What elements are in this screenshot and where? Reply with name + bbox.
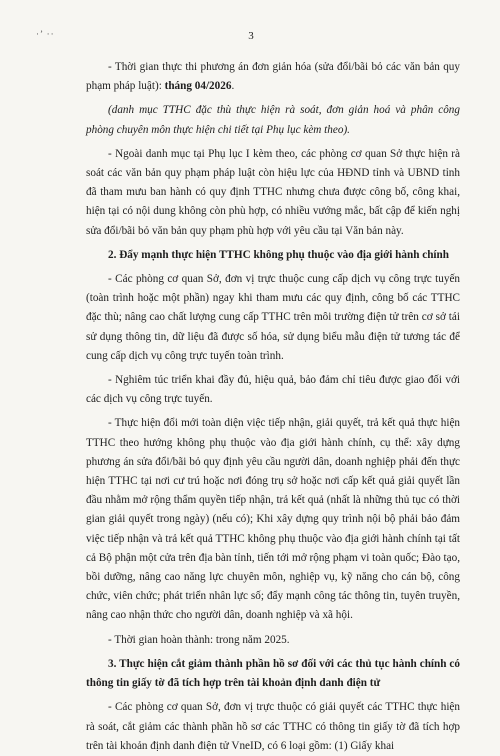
page-number: 3 <box>248 30 254 42</box>
corner-scan-marks: ·’ ·· <box>36 29 55 39</box>
paragraph-suffix: . <box>231 80 235 93</box>
paragraph-online-services: - Các phòng cơ quan Sở, đơn vị trực thuộc cung cấp dịch vụ công trực tuyến (toàn trình hoặc một phần) ngay khi tham mưu các quy định, công bố các TTHC đặc thù; nâng cao chất lượng cung cấp TTHC trên môi trường điện tử trên cơ sở tái sử dụng thông tin, dữ liệu đã được số hóa, sử dụng biểu mẫu điện tử tương tác để cung cấp dịch vụ công trực tuyến toàn trình. <box>86 273 460 362</box>
section-heading-2: 2. Đẩy mạnh thực hiện TTHC không phụ thuộc vào địa giới hành chính <box>108 248 449 261</box>
paragraph-review-documents: - Ngoài danh mục tại Phụ lục I kèm theo, các phòng cơ quan Sở thực hiện rà soát các văn bản quy phạm pháp luật còn hiệu lực của HĐND tỉnh và UBND tỉnh đã tham mưu ban hành có quy định TTHC nhưng chưa được công bố, công khai, hiện tại có nội dung không còn phù hợp, có nhiều vướng mắc, bất cập để kiến nghị sửa đổi/bãi bỏ văn bản quy phạm phù hợp với yêu cầu tại Văn bản này. <box>86 147 460 237</box>
paragraph-cut-documents: - Các phòng cơ quan Sở, đơn vị trực thuộc có giải quyết các TTHC thực hiện rà soát, cắt giảm các thành phần hồ sơ các TTHC có thông tin giấy tờ đã tích hợp trên tài khoản định danh điện tử VneID, có 6 loại gồm: (1) Giấy khai <box>86 701 460 752</box>
paragraph-implementation-time <box>86 58 460 96</box>
paragraph-targets: - Nghiêm túc triển khai đầy đủ, hiệu quả, bảo đảm chỉ tiêu được giao đối với các dịch vụ công trực tuyến. <box>86 374 460 406</box>
paragraph-completion-time: - Thời gian hoàn thành: trong năm 2025. <box>108 633 290 646</box>
paragraph-text: - Thời gian thực thi phương án đơn giản hóa (sửa đổi/bãi bỏ các văn bản quy phạm pháp luật): <box>86 61 460 93</box>
paragraph-reform: - Thực hiện đổi mới toàn diện việc tiếp nhận, giải quyết, trả kết quả thực hiện TTHC theo hướng không phụ thuộc vào địa giới hành chính, cụ thể: xây dựng phương án sửa đổi/bãi bỏ quy định yêu cầu người dân, doanh nghiệp phải đến thực hiện TTHC tại nơi cư trú hoặc nơi đóng trụ sở hoặc nơi cấp kết quả giải quyết lần đầu nhằm mở rộng thẩm quyền tiếp nhận, trả kết quả (nhất là những thủ tục có thời gian giải quyết trong ngày) (nếu có); Khi xây dựng quy trình nội bộ phải bảo đảm việc tiếp nhận và trả kết quả TTHC không phụ thuộc vào địa giới hành chính tại tất cả Bộ phận một cửa trên địa bàn tỉnh, tiến tới mở rộng phạm vi toàn quốc; Đào tạo, bồi dưỡng, nâng cao năng lực chuyên môn, nghiệp vụ, kỹ năng cho cán bộ, công chức, viên chức; phát triển nhân lực số; đẩy mạnh công tác thông tin, tuyên truyền, nâng cao nhận thức cho người dân, doanh nghiệp và xã hội. <box>86 417 460 622</box>
deadline-date: tháng 04/2026 <box>164 80 232 93</box>
section-heading-3: 3. Thực hiện cắt giảm thành phần hồ sơ đối với các thủ tục hành chính có thông tin giấy tờ đã tích hợp trên tài khoản định danh điện tử <box>86 657 460 690</box>
paragraph-appendix-note: (danh mục TTHC đặc thù thực hiện rà soát, đơn giản hoá và phân công phòng chuyên môn thực hiện chi tiết tại Phụ lục kèm theo). <box>86 104 460 136</box>
